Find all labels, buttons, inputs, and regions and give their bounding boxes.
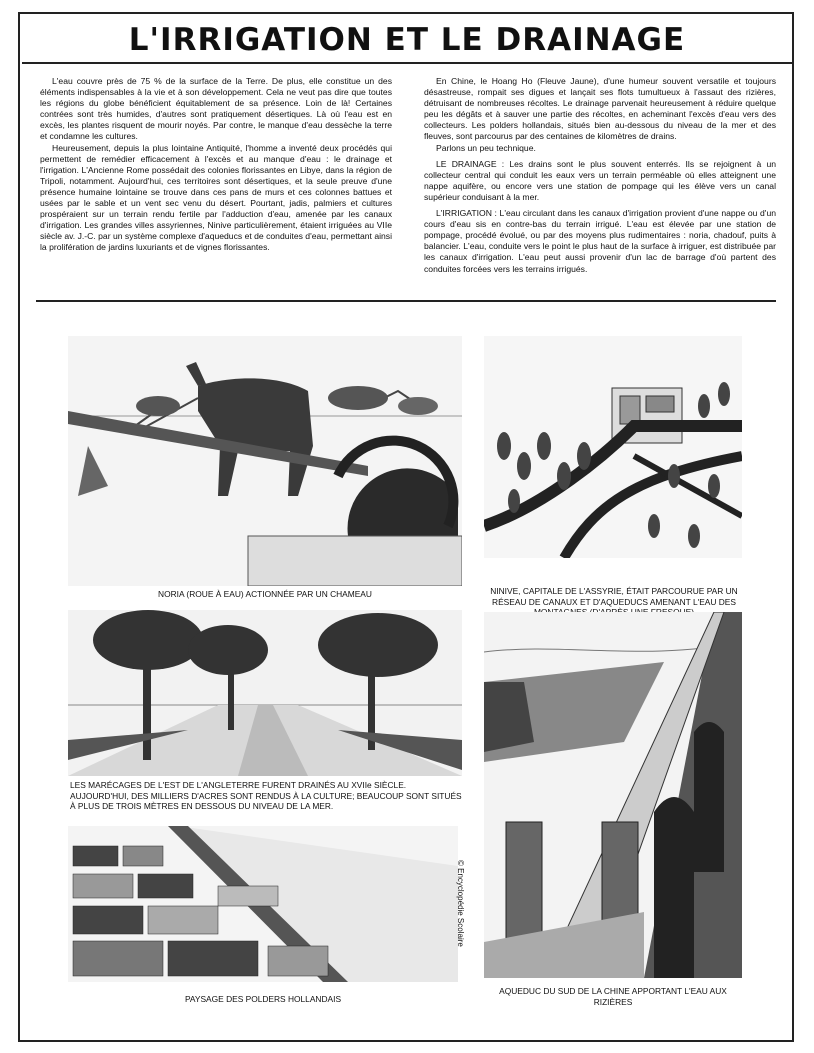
title-rule bbox=[22, 62, 792, 64]
paragraph: Parlons un peu technique. bbox=[436, 142, 536, 153]
polders-caption: PAYSAGE DES POLDERS HOLLANDAIS bbox=[184, 994, 342, 1004]
page-title: L'IRRIGATION ET LE DRAINAGE bbox=[128, 22, 686, 58]
noria-caption: NORIA (ROUE À EAU) ACTIONNÉE PAR UN CHAMEAU bbox=[158, 589, 372, 599]
right-text-column bbox=[424, 76, 776, 275]
left-text-column bbox=[40, 76, 392, 254]
marshes-illustration bbox=[68, 610, 462, 776]
paragraph: Heureusement, depuis la plus lointaine Antiquité, l'homme a inventé deux procédés qui permettent de remédier efficacement à l'excès et au manque d'eau : le drainage et l'irrigation. L'Ancienne Rome possédait des colonies florissantes en Libye, dans la région de Tripoli, notamment. Aujourd'hui, ces territoires sont désertiques, et la seule preuve d'une présence humaine lointaine se trouve dans ces pans de murs et ces colonnes battues et usées par le sable et un vent sec venu du désert. Pourtant, jadis, palmiers et cultures prospéraient sur un terrain rendu fertile par l'adduction d'eau, amenée par les canaux d'irrigation. Les grandes villes assyriennes, Ninive particulièrement, étaient irriguées au VIIe siècle av. J.-C. par un système complexe d'aqueducs et de conduites d'eau, permettant ainsi la prolifération de jardins luxuriants et de vignes florissantes. bbox=[40, 142, 392, 253]
section-rule bbox=[36, 300, 776, 302]
aqueduct-caption: AQUEDUC DU SUD DE LA CHINE APPORTANT L'EAU AUX RIZIÈRES bbox=[499, 986, 727, 1007]
paragraph: L'eau couvre près de 75 % de la surface de la Terre. De plus, elle constitue un des éléments indispensables à la vie et à son développement. Cela ne veut pas dire que toutes les régions du globe bénéficient équitablement de sa présence. Loin de là! Certaines contrées sont très humides, d'autres sont pratiquement désertiques. Là où l'eau est en excès, les plantes risquent de mourir noyés. Par contre, le manque d'eau dessèche la terre et condamne les cultures. bbox=[40, 76, 392, 142]
marshes-caption: LES MARÉCAGES DE L'EST DE L'ANGLETERRE FURENT DRAINÉS AU XVIIe SIÈCLE. AUJOURD'HUI, DES MILLIERS D'ACRES SONT RENDUS À LA CULTURE; BEAUCOUP SONT SITUÉS À PLUS DE TROIS MÈTRES EN DESSOUS DU NIVEAU DE LA MER. bbox=[70, 780, 462, 811]
polders-illustration bbox=[68, 826, 458, 982]
paragraph: En Chine, le Hoang Ho (Fleuve Jaune), d'une humeur souvent versatile et toujours désastreuse, rompait ses digues et lançait ses flots tumultueux à l'assaut des rizières, détruisant de nombreuses récoltes. Le drainage parvenait heureusement à réduire quelque peu les dégâts et à sauver une partie des récoltes, en acheminant l'excès d'eau vers des collecteurs. Les polders hollandais, situés bien au-dessous du niveau de la mer et des fleuves, sont parcourus par des centaines de kilomètres de drains. bbox=[424, 76, 776, 142]
copyright-credit: © Encyclopédie Scolaire bbox=[456, 860, 465, 947]
ninive-caption: NINIVE, CAPITALE DE L'ASSYRIE, ÉTAIT PARCOURUE PAR UN RÉSEAU DE CANAUX ET D'AQUEDUCS AMENANT L'EAU DES bbox=[490, 586, 738, 607]
aqueduct-illustration bbox=[484, 612, 742, 978]
noria-illustration bbox=[68, 336, 462, 586]
paragraph: LE DRAINAGE : Les drains sont le plus souvent enterrés. Ils se rejoignent à un collecteur central qui conduit les eaux vers un terrain perméable où elles atteignent une nappe aquifère, ou encore vers une station de pompage qui les élève vers un canal supérieur conduisant à la mer. bbox=[424, 158, 776, 202]
ninive-illustration bbox=[484, 336, 742, 558]
paragraph: L'IRRIGATION : L'eau circulant dans les canaux d'irrigation provient d'une nappe ou d'un cours d'eau sis en contre-bas du terrain irrigué. L'eau est élevée par une station de pompage, procédé évolué, ou par des moyens plus rudimentaires : noria, chadouf, puits à balancier. L'eau, conduite vers le point le plus haut de la surface à irriguer, est distribuée par les canaux d'irrigation. L'eau peut aussi provenir d'un lac de barrage d'où partent des conduites forcées vers les terrains irrigués. bbox=[424, 208, 776, 274]
